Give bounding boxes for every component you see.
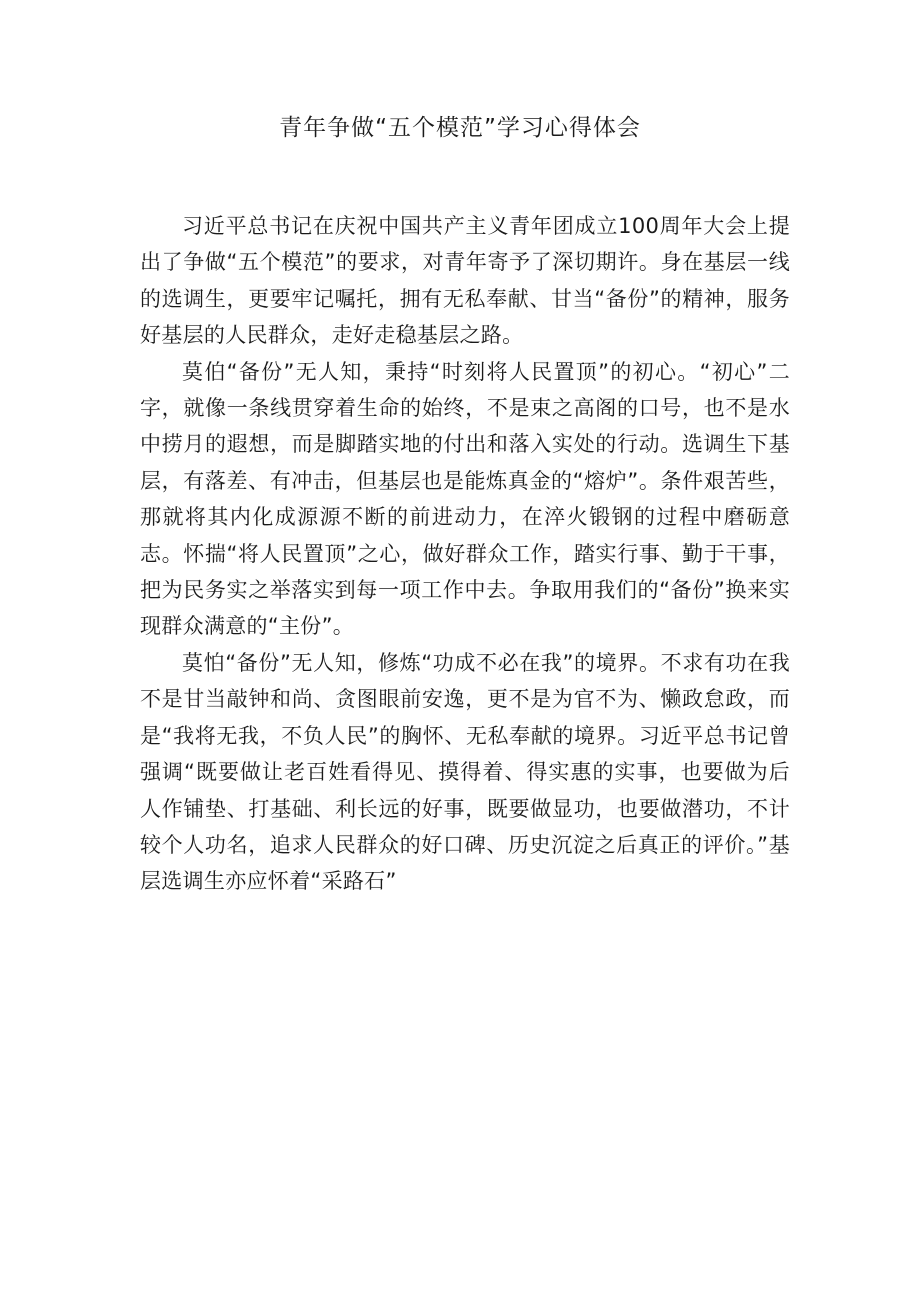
document-body [140,208,790,900]
paragraph-intro: 习近平总书记在庆祝中国共产主义青年团成立100周年大会上提出了争做“五个模范”的要求，对青年寄予了深切期许。身在基层一线的选调生，更要牢记嘱托，拥有无私奉献、甘当“备份”的精神，服务好基层的人民群众，走好走稳基层之路。 [140,214,790,348]
paragraph-selfless-realm: 莫怕“备份”无人知，修炼“功成不必在我”的境界。不求有功在我不是甘当敲钟和尚、贪图眼前安逸，更不是为官不为、懒政怠政，而是“我将无我，不负人民”的胸怀、无私奉献的境界。习近平总书记曾强调“既要做让老百姓看得见、摸得着、得实惠的实事，也要做为后人作铺垫、打基础、利长远的好事，既要做显功，也要做潜功，不计较个人功名，追求人民群众的好口碑、历史沉淀之后真正的评价。”基层选调生亦应怀着“采路石” [140,650,790,894]
document-title: 青年争做“五个模范”学习心得体会 [279,115,641,141]
paragraph-original-aspiration: 莫伯“备份”无人知，秉持“时刻将人民置顶”的初心。“初心”二字，就像一条线贯穿着生命的始终，不是束之高阁的口号，也不是水中捞月的遐想，而是脚踏实地的付出和落入实处的行动。选调生下基层，有落差、有冲击，但基层也是能炼真金的“熔炉”。条件艰苦些，那就将其内化成源源不断的前进动力，在淬火锻钢的过程中磨砺意志。怀揣“将人民置顶”之心，做好群众工作，踏实行事、勤于干事，把为民务实之举落实到每一项工作中去。争取用我们的“备份”换来实现群众满意的“主份”。 [140,359,790,639]
